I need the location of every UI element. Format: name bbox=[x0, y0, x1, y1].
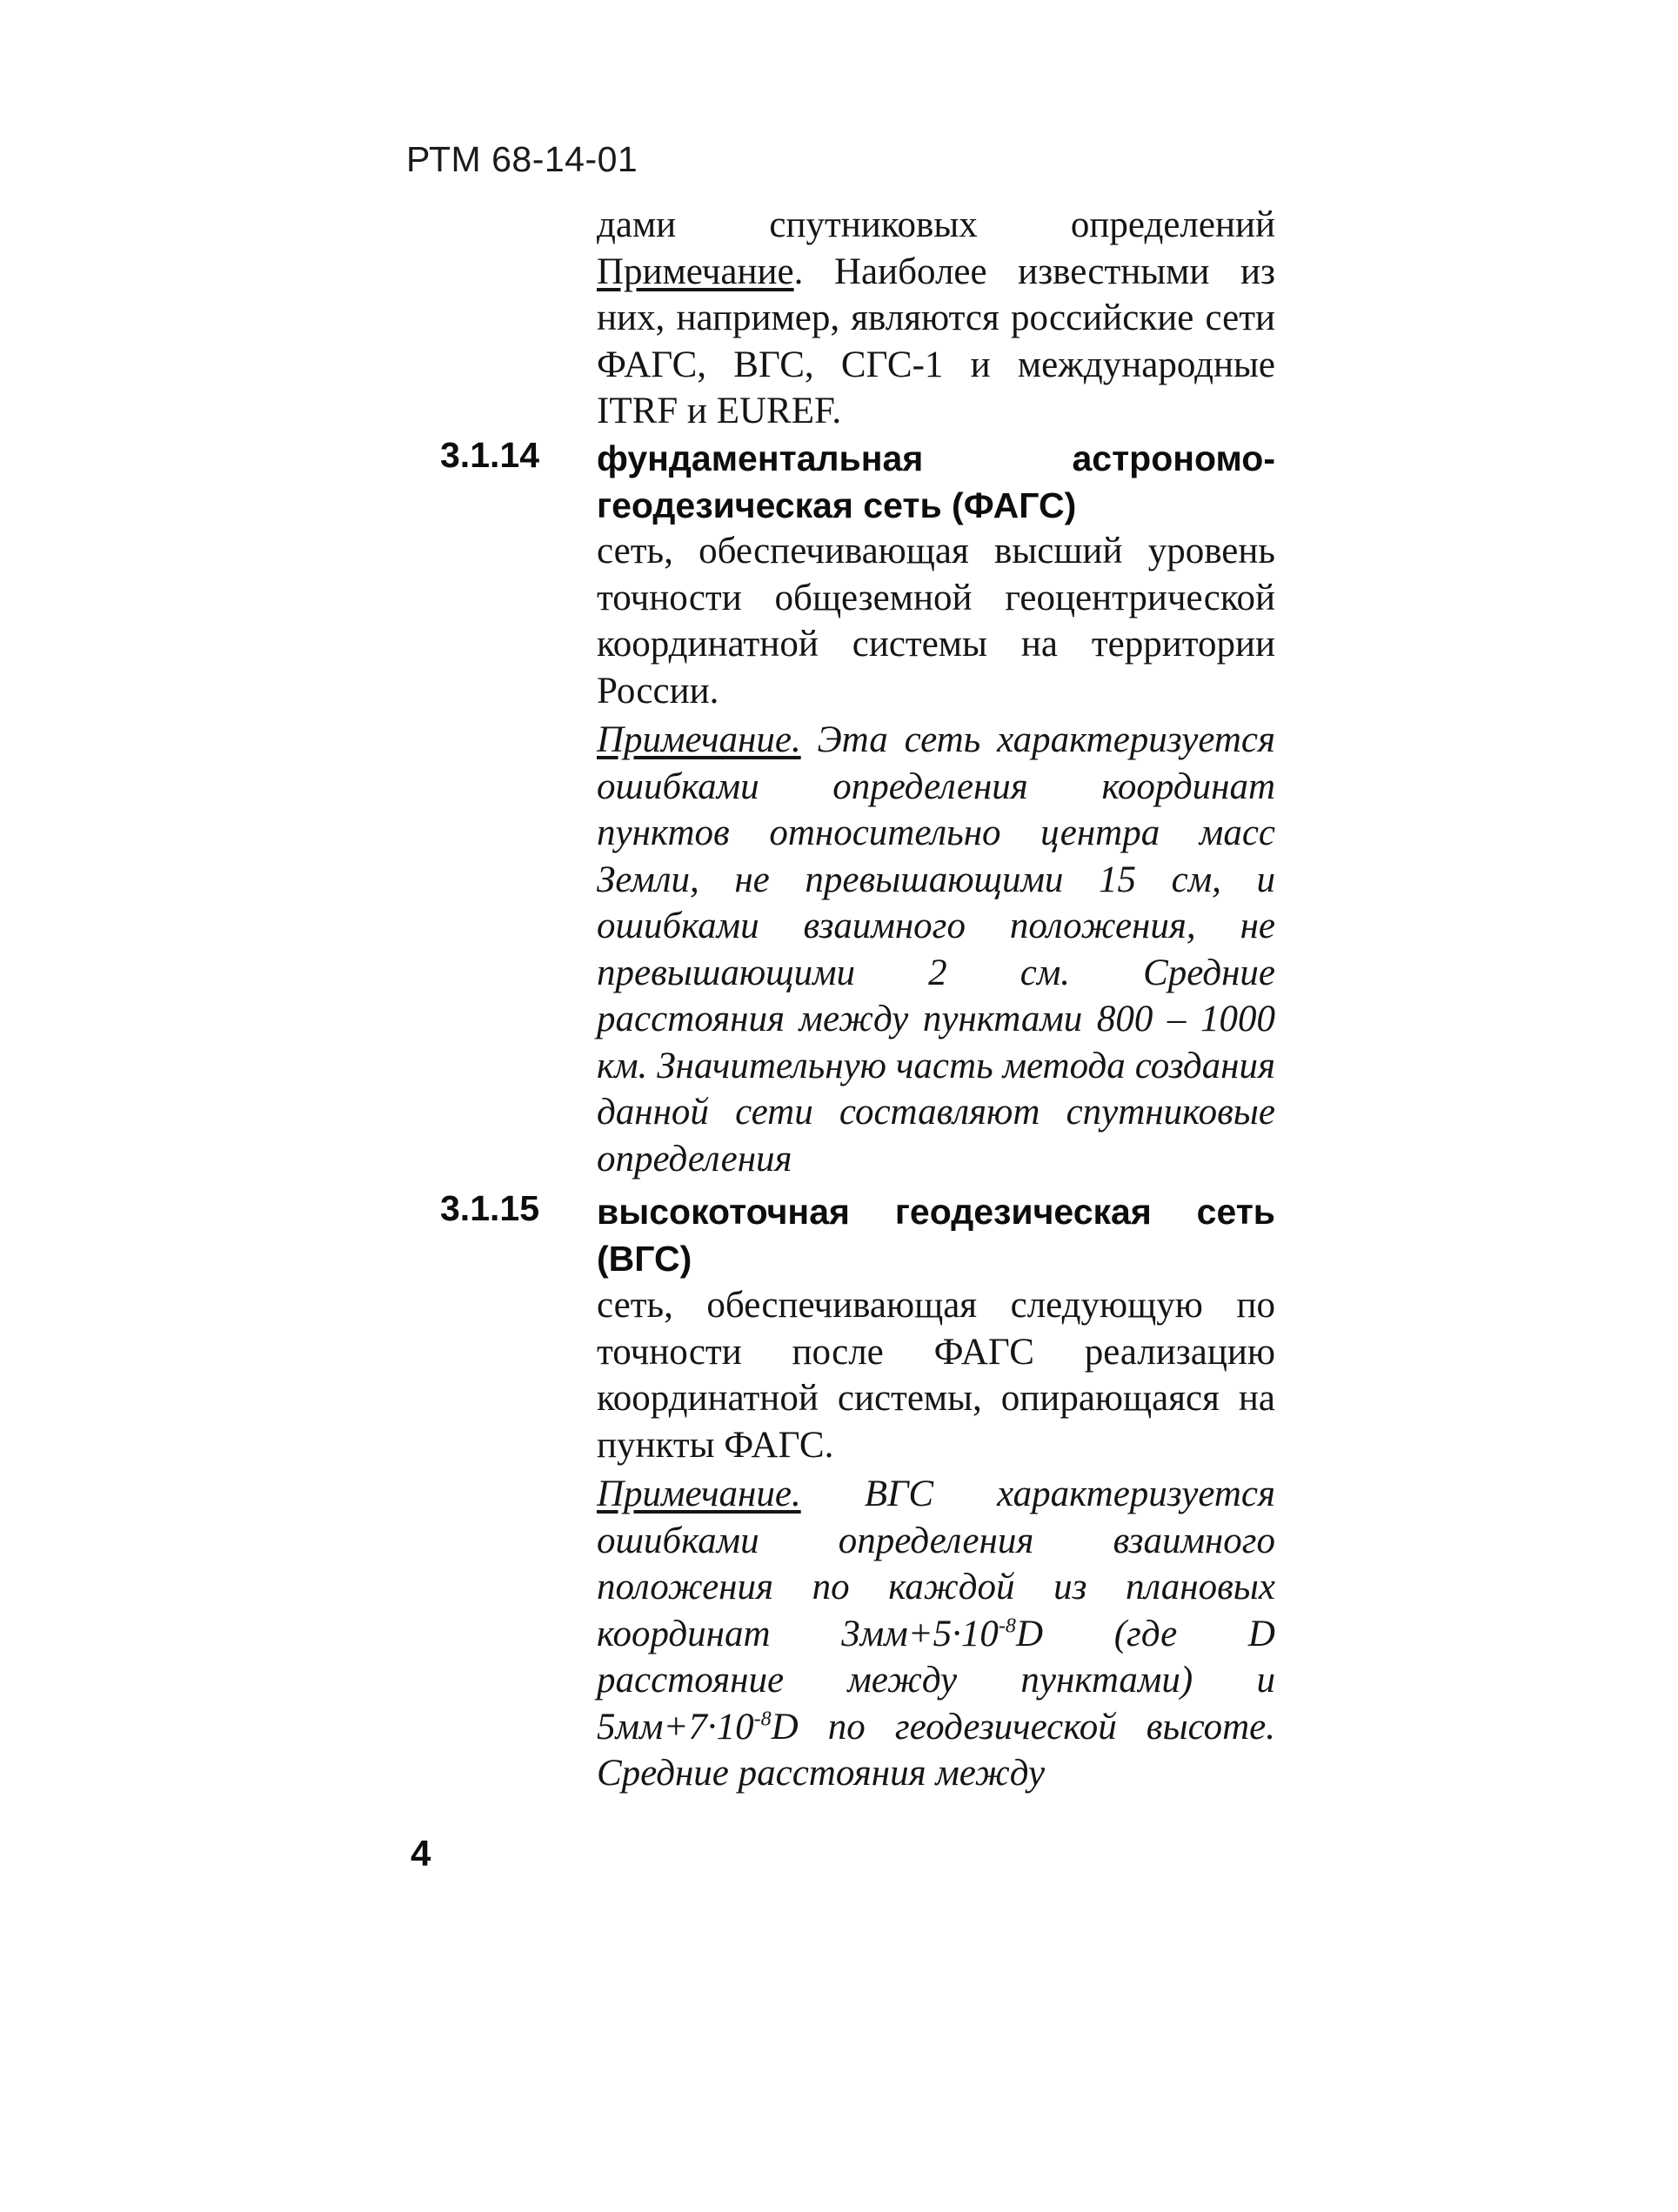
document-code: РТМ 68-14-01 bbox=[406, 139, 638, 179]
term-definition: сеть, обеспечивающая следующую по точности после ФАГС реализацию координатной системы, опирающаяся на пункты ФАГС. bbox=[597, 1285, 1275, 1466]
note-text: Эта сеть характеризуется ошибками определения координат пунктов относительно центра масс Земли, не превышающими 15 см, и ошибками взаимного положения, не превышающими 2 см. Средние расстояния между пунктами 800 – 1000 км. Значительную часть метода создания данной сети составляют спутниковые определения bbox=[597, 719, 1275, 1180]
term-title: фундаментальная астрономо-геодезическая сеть (ФАГС) bbox=[597, 438, 1275, 525]
note-text: D (где D расстояние между пунктами) и 5мм+7·10 bbox=[597, 1613, 1275, 1748]
note-text: ВГС характеризуется ошибками определения взаимного положения по каждой из плановых координат 3мм+5·10 bbox=[597, 1474, 1275, 1654]
note-label: Примечание. bbox=[597, 719, 801, 760]
term-number: 3.1.15 bbox=[440, 1188, 539, 1228]
exponent: -8 bbox=[998, 1614, 1016, 1638]
note-label: Примечание. bbox=[597, 1474, 801, 1514]
term-definition: сеть, обеспечивающая высший уровень точности общеземной геоцентрической координатной системы на территории России. bbox=[597, 531, 1275, 712]
page-number: 4 bbox=[411, 1833, 431, 1874]
exponent: -8 bbox=[753, 1707, 772, 1731]
continuation-paragraph bbox=[597, 202, 1275, 435]
note-text: . Наиболее известными из них, например, являются российские сети ФАГС, ВГС, СГС-1 и международные ITRF и EUREF. bbox=[597, 251, 1275, 431]
term-note bbox=[597, 717, 1275, 1182]
note-text: D по геодезической высоте. Средние расстояния между bbox=[597, 1706, 1275, 1794]
note-label: Примечание bbox=[597, 251, 794, 292]
term-number: 3.1.14 bbox=[440, 435, 539, 475]
term-title: высокоточная геодезическая сеть (ВГС) bbox=[597, 1192, 1275, 1279]
term-note bbox=[597, 1471, 1275, 1797]
continuation-text: дами спутниковых определений bbox=[597, 204, 1275, 245]
